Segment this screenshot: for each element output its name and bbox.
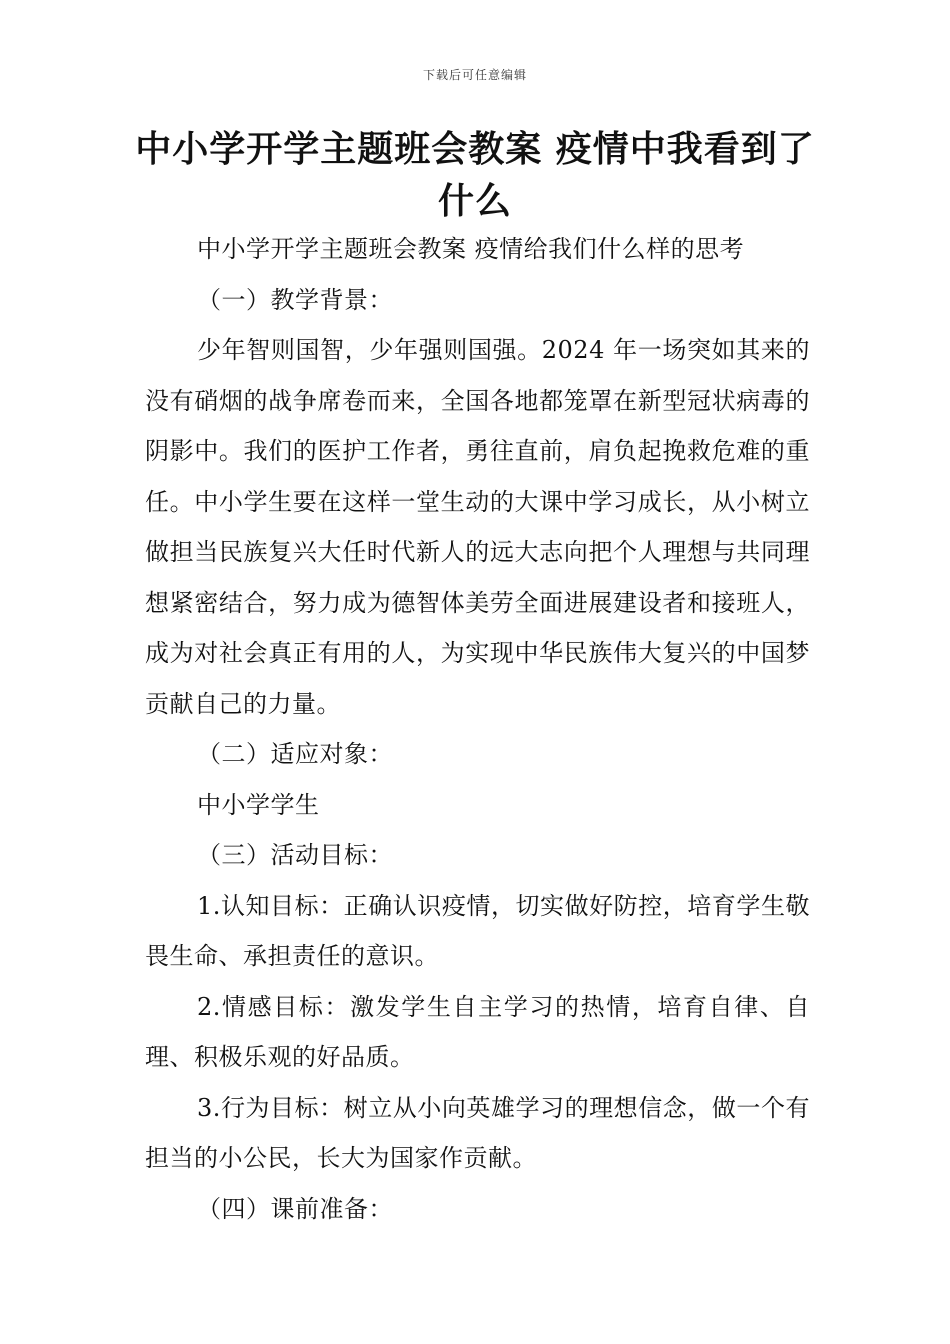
- document-title-line-1: 中小学开学主题班会教案 疫情中我看到了: [135, 129, 815, 170]
- section-heading-background: （一）教学背景：: [197, 285, 393, 314]
- paragraph-background: 少年智则国智，少年强则国强。2024 年一场突如其来的没有硝烟的战争席卷而来，全国各地都笼罩在新型冠状病毒的阴影中。我们的医护工作者，勇往直前，肩负起挽救危难的重任。中小学生要在这样一堂生动的大课中学习成长，从小树立做担当民族复兴大任时代新人的远大志向把个人理想与共同理想紧密结合，努力成为德智体美劳全面进展建设者和接班人，成为对社会真正有用的人，为实现中华民族伟大复兴的中国梦贡献自己的力量。: [145, 336, 810, 718]
- document-subtitle: 中小学开学主题班会教案 疫情给我们什么样的思考: [197, 235, 745, 263]
- document-title: [130, 124, 820, 228]
- document-body: [145, 224, 810, 1234]
- section-heading-goals: （三）活动目标：: [197, 841, 393, 869]
- paragraph-goal-emotional: 2.情感目标：激发学生自主学习的热情，培育自律、自理、积极乐观的好品质。: [145, 992, 810, 1071]
- section-heading-audience: （二）适应对象：: [197, 740, 393, 768]
- paragraph-goal-cognitive: 1.认知目标：正确认识疫情，切实做好防控，培育学生敬畏生命、承担责任的意识。: [145, 891, 810, 970]
- section-heading-preparation: （四）课前准备：: [197, 1194, 393, 1223]
- header-note: 下载后可任意编辑: [422, 68, 527, 82]
- paragraph-audience: 中小学学生: [197, 790, 320, 819]
- document-title-line-2: 什么: [437, 181, 512, 222]
- paragraph-goal-behavioral: 3.行为目标：树立从小向英雄学习的理想信念，做一个有担当的小公民，长大为国家作贡献。: [145, 1093, 810, 1172]
